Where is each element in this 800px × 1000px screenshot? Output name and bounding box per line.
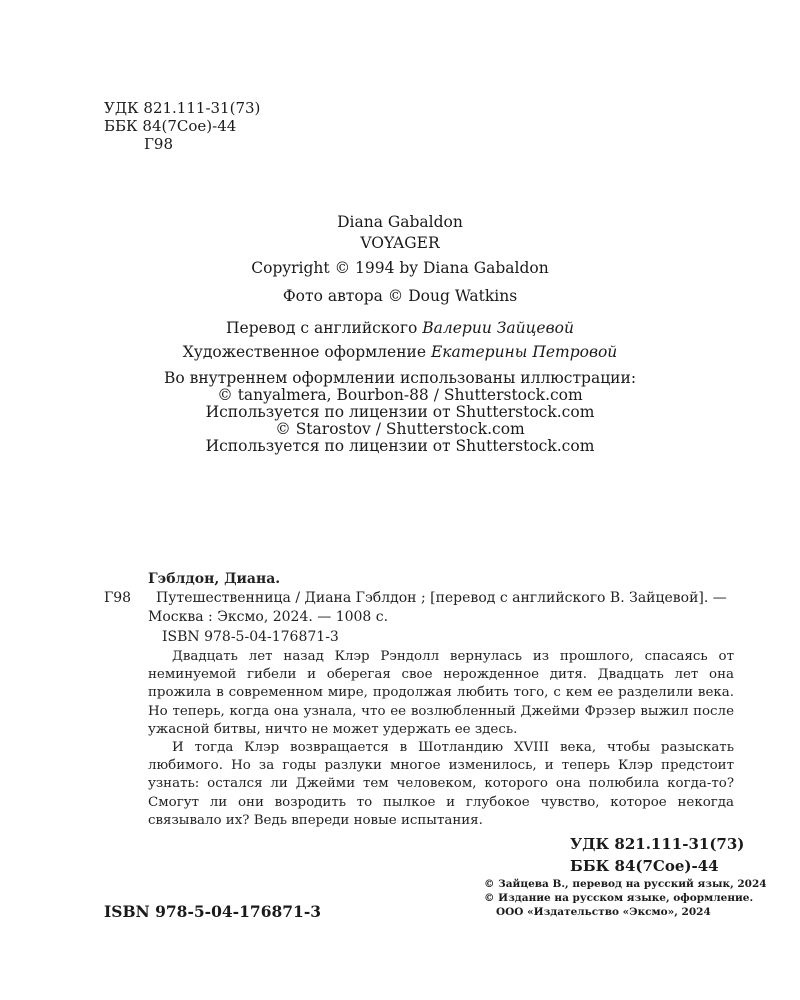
- illustrations-line: Используется по лицензии от Shutterstock.com: [205, 437, 595, 455]
- bbk-code: ББК 84(7Сое)-44: [570, 857, 719, 875]
- annotation-paragraph: Двадцать лет назад Клэр Рэндолл вернулась из прошлого, спасаясь от неминуемой гибели и оберегая свое нерожденное дитя. Двадцать лет она прожила в современном мире, продолжая любить того, с кем ее разделили века. Но теперь, когда она узнала, что ее возлюбленный Джейми Фрэзер выжил после ужасной битвы, ничто не может удержать ее здесь.: [148, 649, 734, 737]
- bbk-code: ББК 84(7Сое)-44: [104, 117, 237, 135]
- udk-code: УДК 821.111-31(73): [104, 99, 261, 117]
- designer-name: Екатерины Петровой: [430, 343, 618, 361]
- original-author: Diana Gabaldon: [337, 213, 463, 231]
- translator-name: Валерии Зайцевой: [422, 319, 574, 337]
- catalog-title: Путешественница / Диана Гэблдон ; [перевод с английского В. Зайцевой]. — Москва : Эксмо, 2024. — 1008 с.: [148, 590, 727, 625]
- illustrations-line: © Starostov / Shutterstock.com: [275, 420, 525, 438]
- annotation: [148, 648, 734, 830]
- classification-block-bottom: [570, 833, 744, 877]
- author-mark: Г98: [144, 135, 174, 153]
- translation-credit: [0, 318, 800, 339]
- catalog-author: Гэблдон, Диана.: [148, 571, 281, 587]
- annotation-paragraph: И тогда Клэр возвращается в Шотландию XVIII века, чтобы разыскать любимого. Но за годы разлуки многое изменилось, и теперь Клэр предстоит узнать: остался ли Джейми тем человеком, которого она полюбила когда-то? Смогут ли они возродить то пылкое и глубокое чувство, которое некогда связывало их? Ведь впереди новые испытания.: [148, 740, 734, 828]
- photo-credit: Фото автора © Doug Watkins: [282, 287, 518, 305]
- copyright-line: Copyright © 1994 by Diana Gabaldon: [251, 259, 549, 277]
- copyright-notice: © Зайцева В., перевод на русский язык, 2024 © Издание на русском языке, оформление. ООО «Издательство «Эксмо», 2024: [484, 878, 767, 918]
- original-edition-info: [0, 212, 800, 254]
- illustrations-line: © tanyalmera, Bourbon-88 / Shutterstock.com: [217, 386, 583, 404]
- design-prefix: Художественное оформление: [182, 343, 427, 361]
- illustrations-line: Во внутреннем оформлении использованы иллюстрации:: [163, 369, 637, 387]
- design-credit: [0, 342, 800, 363]
- catalog-isbn: ISBN 978-5-04-176871-3: [162, 629, 339, 645]
- catalog-author-mark: Г98: [104, 590, 132, 606]
- udk-code: УДК 821.111-31(73): [570, 835, 745, 853]
- translation-prefix: Перевод с английского: [226, 319, 418, 337]
- original-title: VOYAGER: [360, 234, 440, 252]
- illustrations-line: Используется по лицензии от Shutterstock.com: [205, 403, 595, 421]
- illustrations-credit: [0, 370, 800, 455]
- isbn: ISBN 978-5-04-176871-3: [104, 902, 322, 921]
- classification-block-top: [104, 99, 260, 153]
